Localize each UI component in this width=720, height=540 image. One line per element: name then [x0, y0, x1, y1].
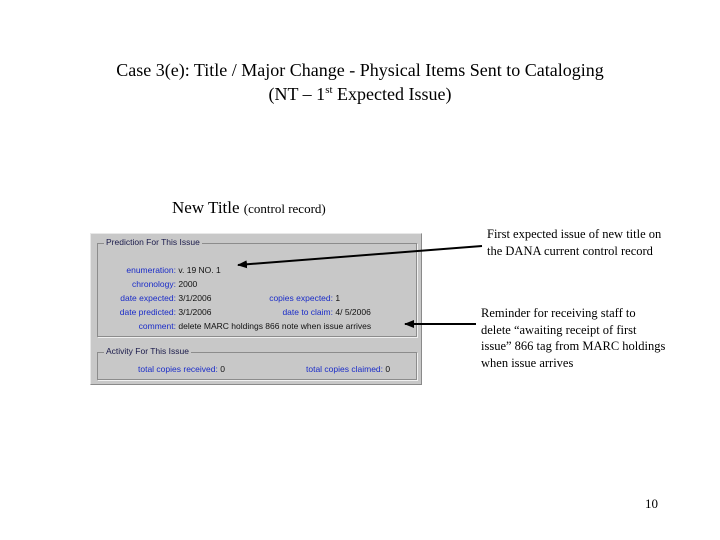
- date-predicted-label: date predicted:: [119, 307, 176, 317]
- note-first-expected-issue: First expected issue of new title on the DANA current control record: [487, 227, 662, 258]
- prediction-group-title: Prediction For This Issue: [106, 237, 200, 247]
- date-predicted-value: 3/1/2006: [178, 307, 212, 317]
- total-claimed-label: total copies claimed:: [306, 364, 384, 374]
- activity-group-title: Activity For This Issue: [106, 346, 189, 356]
- title-line-1: Case 3(e): Title / Major Change - Physical Items Sent to Cataloging: [116, 60, 604, 80]
- comment-value: delete MARC holdings 866 note when issue arrives: [178, 321, 372, 331]
- subtitle-main: New Title: [172, 198, 240, 217]
- title-line-2-sup: st: [325, 84, 333, 96]
- page-number: 10: [645, 496, 658, 511]
- note-reminder-receiving-staff: Reminder for receiving staff to delete “awaiting receipt of first issue” 866 tag from MARC holdings when issue arrives: [481, 306, 666, 370]
- arrow-to-enumeration: [238, 246, 482, 265]
- chronology-label: chronology:: [132, 279, 176, 289]
- subtitle-small: (control record): [243, 201, 326, 216]
- total-received-value: 0: [220, 364, 225, 374]
- title-line-2-pre: (NT – 1: [268, 84, 326, 104]
- title-line-2-post: Expected Issue): [332, 84, 452, 104]
- enumeration-value: v. 19 NO. 1: [178, 265, 221, 275]
- date-expected-value: 3/1/2006: [178, 293, 212, 303]
- total-claimed-value: 0: [385, 364, 391, 374]
- copies-expected-label: copies expected:: [269, 293, 333, 303]
- enumeration-label: enumeration:: [126, 265, 176, 275]
- chronology-value: 2000: [178, 279, 198, 289]
- date-expected-label: date expected:: [120, 293, 176, 303]
- copies-expected-value: 1: [335, 293, 341, 303]
- date-to-claim-label: date to claim:: [282, 307, 333, 317]
- comment-label: comment:: [138, 321, 176, 331]
- total-received-label: total copies received:: [138, 364, 218, 374]
- date-to-claim-value: 4/ 5/2006: [335, 307, 371, 317]
